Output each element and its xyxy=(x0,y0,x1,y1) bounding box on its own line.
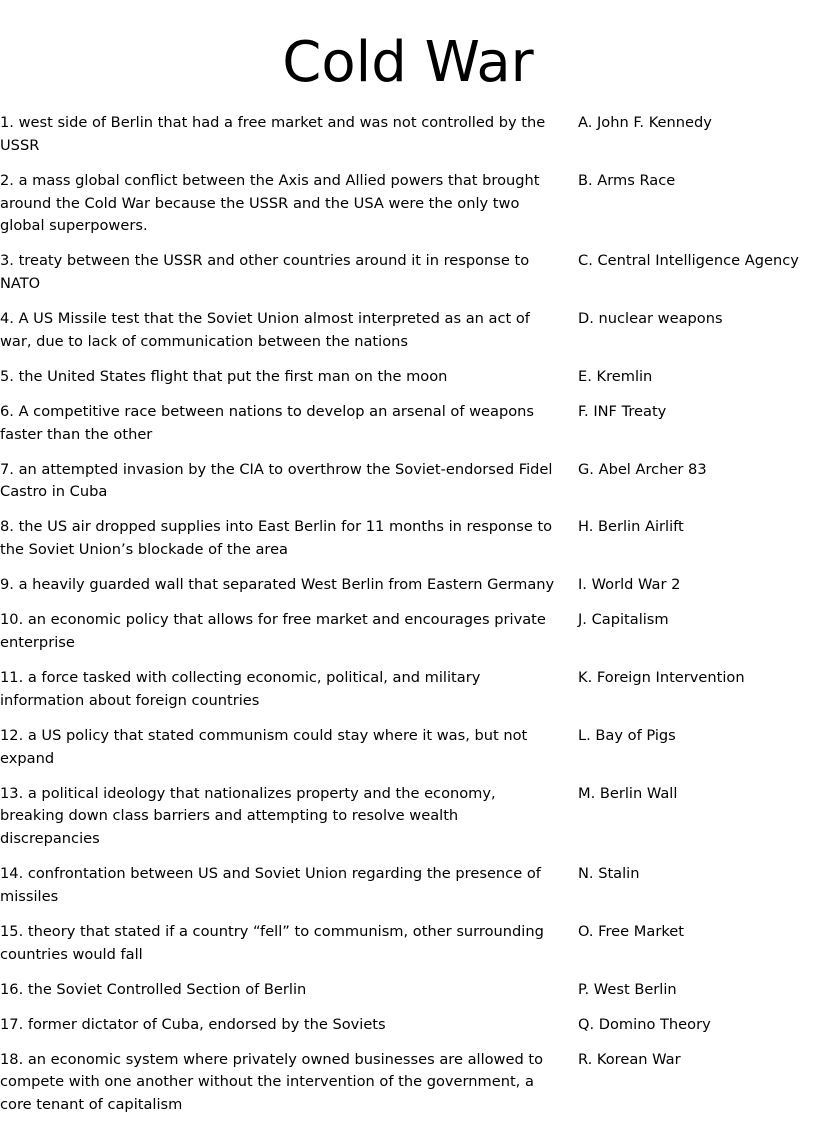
matching-row xyxy=(0,863,816,909)
clue-11: 11. a force tasked with collecting economic, political, and military information about foreign countries xyxy=(0,669,481,709)
clue-12: 12. a US policy that stated communism could stay where it was, but not expand xyxy=(0,726,528,767)
answer-m: M. Berlin Wall xyxy=(578,784,678,802)
answer-e: E. Kremlin xyxy=(578,367,653,385)
answer-o: O. Free Market xyxy=(578,922,684,940)
matching-row xyxy=(0,609,816,655)
matching-row xyxy=(0,459,816,505)
matching-row xyxy=(0,667,816,713)
answer-c: C. Central Intelligence Agency xyxy=(578,252,799,270)
clue-6: 6. A competitive race between nations to develop an arsenal of weapons faster than the other xyxy=(0,402,535,443)
clue-4: 4. A US Missile test that the Soviet Union almost interpreted as an act of war, due to lack of communication between the nations xyxy=(0,310,530,350)
matching-row xyxy=(0,783,816,851)
matching-row xyxy=(0,516,816,562)
answer-n: N. Stalin xyxy=(578,865,640,883)
answer-f: F. INF Treaty xyxy=(578,402,667,420)
matching-row xyxy=(0,170,816,238)
clue-17: 17. former dictator of Cuba, endorsed by the Soviets xyxy=(0,1015,386,1033)
clue-13: 13. a political ideology that nationalizes property and the economy, breaking down class barriers and attempting to resolve wealth discrepancies xyxy=(0,784,496,848)
matching-row xyxy=(0,921,816,967)
answer-q: Q. Domino Theory xyxy=(578,1015,711,1033)
page-title: Cold War xyxy=(282,30,534,95)
matching-row xyxy=(0,112,816,158)
clue-16: 16. the Soviet Controlled Section of Berlin xyxy=(0,980,307,998)
answer-g: G. Abel Archer 83 xyxy=(578,460,707,478)
clue-8: 8. the US air dropped supplies into East Berlin for 11 months in response to the Soviet Union’s blockade of the area xyxy=(0,518,553,559)
clue-15: 15. theory that stated if a country “fell” to communism, other surrounding countries would fall xyxy=(0,922,544,963)
matching-row xyxy=(0,1014,816,1037)
matching-row xyxy=(0,979,816,1002)
answer-a: A. John F. Kennedy xyxy=(578,114,712,131)
matching-row xyxy=(0,574,816,597)
answer-p: P. West Berlin xyxy=(578,980,677,998)
clue-10: 10. an economic policy that allows for free market and encourages private enterprise xyxy=(0,611,546,652)
matching-row xyxy=(0,725,816,771)
matching-row xyxy=(0,308,816,354)
clue-1: 1. west side of Berlin that had a free market and was not controlled by the USSR xyxy=(0,114,546,154)
clue-7: 7. an attempted invasion by the CIA to overthrow the Soviet-endorsed Fidel Castro in Cuba xyxy=(0,460,553,501)
matching-list xyxy=(0,112,816,1129)
answer-d: D. nuclear weapons xyxy=(578,310,723,328)
matching-row xyxy=(0,366,816,389)
clue-5: 5. the United States flight that put the first man on the moon xyxy=(0,367,448,385)
answer-j: J. Capitalism xyxy=(578,611,669,629)
answer-k: K. Foreign Intervention xyxy=(578,669,745,687)
clue-9: 9. a heavily guarded wall that separated West Berlin from Eastern Germany xyxy=(0,576,555,594)
answer-r: R. Korean War xyxy=(578,1050,681,1068)
answer-b: B. Arms Race xyxy=(578,171,676,189)
clue-18: 18. an economic system where privately owned businesses are allowed to compete with one another without the intervention of the government, a core tenant of capitalism xyxy=(0,1050,544,1114)
clue-2: 2. a mass global conflict between the Axis and Allied powers that brought around the Cold War because the USSR and the USA were the only two global superpowers. xyxy=(0,171,540,235)
answer-l: L. Bay of Pigs xyxy=(578,726,676,744)
answer-i: I. World War 2 xyxy=(578,576,681,594)
matching-row xyxy=(0,1049,816,1117)
answer-h: H. Berlin Airlift xyxy=(578,518,684,536)
matching-row xyxy=(0,401,816,447)
matching-row xyxy=(0,250,816,296)
clue-3: 3. treaty between the USSR and other countries around it in response to NATO xyxy=(0,252,530,293)
clue-14: 14. confrontation between US and Soviet Union regarding the presence of missiles xyxy=(0,865,541,905)
